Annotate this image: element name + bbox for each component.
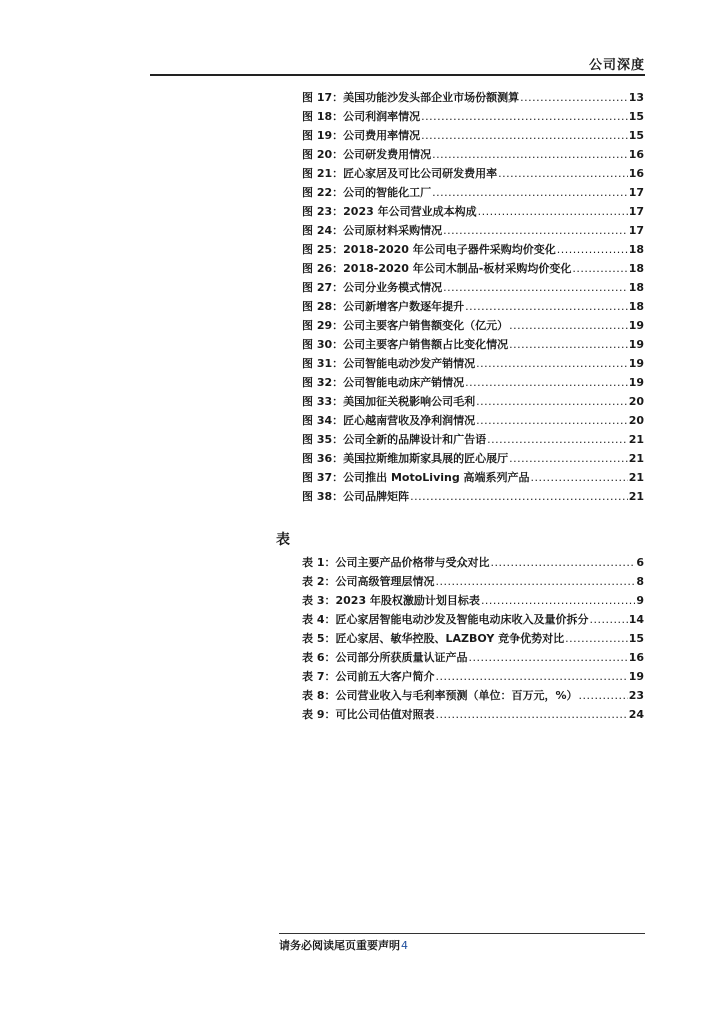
figure-toc-entry-page-number: 18 bbox=[628, 262, 644, 275]
table-toc-entry-title: 表 9：可比公司估值对照表 bbox=[302, 708, 435, 721]
figure-toc-entry-row bbox=[302, 469, 644, 488]
figure-toc-entry[interactable] bbox=[302, 146, 644, 165]
figure-toc-entry-row bbox=[302, 222, 644, 241]
dot-leader bbox=[476, 414, 628, 427]
footer-disclaimer: 请务必阅读尾页重要声明 bbox=[279, 939, 400, 952]
dot-leader bbox=[565, 632, 628, 645]
table-toc-entry-title: 表 6：公司部分所获质量认证产品 bbox=[302, 651, 468, 664]
footer-divider bbox=[279, 933, 645, 934]
table-toc-entry-row bbox=[302, 554, 644, 573]
table-toc-entry-title: 表 1：公司主要产品价格带与受众对比 bbox=[302, 556, 490, 569]
figure-toc-entry-row bbox=[302, 317, 644, 336]
dot-leader bbox=[557, 243, 628, 256]
figure-toc-entry-title: 图 36：美国拉斯维加斯家具展的匠心展厅 bbox=[302, 452, 509, 465]
figure-toc-entry-page-number: 19 bbox=[628, 338, 644, 351]
figure-toc-entry[interactable] bbox=[302, 222, 644, 241]
figure-toc-entry-row bbox=[302, 241, 644, 260]
figure-toc-entry-row bbox=[302, 412, 644, 431]
figure-toc-entry-row bbox=[302, 374, 644, 393]
dot-leader bbox=[468, 651, 627, 664]
figure-toc-entry[interactable] bbox=[302, 203, 644, 222]
figure-toc-entry-row bbox=[302, 203, 644, 222]
figure-toc-entry-page-number: 18 bbox=[628, 300, 644, 313]
figure-toc-entry-page-number: 17 bbox=[628, 224, 644, 237]
figure-toc-entry[interactable] bbox=[302, 108, 644, 127]
figure-toc-entry-page-number: 20 bbox=[628, 414, 644, 427]
figure-toc-entry-row bbox=[302, 298, 644, 317]
figure-toc-entry-row bbox=[302, 146, 644, 165]
table-toc-entry-row bbox=[302, 573, 644, 592]
figure-toc-entry[interactable] bbox=[302, 165, 644, 184]
figure-toc-entry-page-number: 15 bbox=[628, 110, 644, 123]
figure-toc-entry-title: 图 38：公司品牌矩阵 bbox=[302, 490, 410, 503]
dot-leader bbox=[476, 357, 628, 370]
figure-toc-entry-title: 图 18：公司利润率情况 bbox=[302, 110, 421, 123]
dot-leader bbox=[531, 471, 628, 484]
figure-toc-entry[interactable] bbox=[302, 431, 644, 450]
figure-toc-entry[interactable] bbox=[302, 469, 644, 488]
figure-toc-entry-row bbox=[302, 279, 644, 298]
figure-toc-entry-title: 图 25：2018-2020 年公司电子器件采购均价变化 bbox=[302, 243, 556, 256]
figure-toc-entry[interactable] bbox=[302, 279, 644, 298]
figure-toc-entry-title: 图 33：美国加征关税影响公司毛利 bbox=[302, 395, 476, 408]
figure-toc-entry-page-number: 19 bbox=[628, 376, 644, 389]
figure-toc-entry-page-number: 17 bbox=[628, 205, 644, 218]
figure-toc-entry[interactable] bbox=[302, 412, 644, 431]
figure-toc-entry-title: 图 21：匠心家居及可比公司研发费用率 bbox=[302, 167, 498, 180]
figure-toc-entry-page-number: 21 bbox=[628, 471, 644, 484]
table-toc-entry-row bbox=[302, 687, 644, 706]
figure-toc-entry[interactable] bbox=[302, 127, 644, 146]
table-toc-entry[interactable] bbox=[302, 668, 644, 687]
figure-toc-entry-row bbox=[302, 488, 644, 507]
page-footer bbox=[279, 937, 408, 953]
table-toc-entry-page-number: 14 bbox=[628, 613, 644, 626]
dot-leader bbox=[520, 91, 628, 104]
figure-toc-entry[interactable] bbox=[302, 450, 644, 469]
dot-leader bbox=[589, 613, 627, 626]
table-toc-entry-title: 表 3：2023 年股权激励计划目标表 bbox=[302, 594, 480, 607]
figure-toc-entry-title: 图 24：公司原材料采购情况 bbox=[302, 224, 443, 237]
table-toc-entry[interactable] bbox=[302, 687, 644, 706]
dot-leader bbox=[443, 281, 628, 294]
dot-leader bbox=[579, 689, 628, 702]
table-toc-entry-title: 表 4：匠心家居智能电动沙发及智能电动床收入及量价拆分 bbox=[302, 613, 589, 626]
dot-leader bbox=[432, 148, 628, 161]
figure-toc-entry-title: 图 19：公司费用率情况 bbox=[302, 129, 421, 142]
figure-toc-entry-page-number: 17 bbox=[628, 186, 644, 199]
tables-toc-list bbox=[302, 554, 644, 725]
figure-toc-entry[interactable] bbox=[302, 488, 644, 507]
figure-toc-entry-row bbox=[302, 260, 644, 279]
figure-toc-entry-row bbox=[302, 184, 644, 203]
dot-leader bbox=[435, 575, 635, 588]
table-toc-entry[interactable] bbox=[302, 649, 644, 668]
figure-toc-entry[interactable] bbox=[302, 355, 644, 374]
figure-toc-entry-page-number: 21 bbox=[628, 490, 644, 503]
figure-toc-entry-title: 图 35：公司全新的品牌设计和广告语 bbox=[302, 433, 487, 446]
figure-toc-entry[interactable] bbox=[302, 317, 644, 336]
dot-leader bbox=[490, 556, 635, 569]
table-toc-entry-title: 表 2：公司高级管理层情况 bbox=[302, 575, 435, 588]
figure-toc-entry-title: 图 30：公司主要客户销售额占比变化情况 bbox=[302, 338, 509, 351]
figure-toc-entry-title: 图 22：公司的智能化工厂 bbox=[302, 186, 432, 199]
figure-toc-entry-page-number: 21 bbox=[628, 452, 644, 465]
table-toc-entry-title: 表 7：公司前五大客户简介 bbox=[302, 670, 435, 683]
table-toc-entry-title: 表 8：公司营业收入与毛利率预测（单位：百万元，%） bbox=[302, 689, 578, 702]
table-toc-entry-row bbox=[302, 706, 644, 725]
dot-leader bbox=[481, 594, 635, 607]
figure-toc-entry-row bbox=[302, 165, 644, 184]
figure-toc-entry[interactable] bbox=[302, 336, 644, 355]
figure-toc-entry-page-number: 16 bbox=[628, 148, 644, 161]
table-toc-entry-row bbox=[302, 649, 644, 668]
table-toc-entry-page-number: 23 bbox=[628, 689, 644, 702]
dot-leader bbox=[509, 319, 628, 332]
table-toc-entry[interactable] bbox=[302, 630, 644, 649]
dot-leader bbox=[421, 129, 628, 142]
dot-leader bbox=[465, 300, 628, 313]
table-toc-entry[interactable] bbox=[302, 592, 644, 611]
dot-leader bbox=[476, 395, 628, 408]
figure-toc-entry-title: 图 31：公司智能电动沙发产销情况 bbox=[302, 357, 476, 370]
table-toc-entry[interactable] bbox=[302, 573, 644, 592]
dot-leader bbox=[435, 670, 627, 683]
figure-toc-entry-row bbox=[302, 450, 644, 469]
page-number: 4 bbox=[401, 939, 408, 952]
dot-leader bbox=[443, 224, 628, 237]
page-header-title: 公司深度 bbox=[588, 58, 645, 73]
figure-toc-entry-title: 图 37：公司推出 MotoLiving 高端系列产品 bbox=[302, 471, 530, 484]
dot-leader bbox=[421, 110, 628, 123]
dot-leader bbox=[465, 376, 628, 389]
figure-toc-entry-row bbox=[302, 431, 644, 450]
figure-toc-entry[interactable] bbox=[302, 89, 644, 108]
table-toc-entry-page-number: 19 bbox=[628, 670, 644, 683]
figure-toc-entry-title: 图 23：2023 年公司营业成本构成 bbox=[302, 205, 477, 218]
table-toc-entry-page-number: 16 bbox=[628, 651, 644, 664]
figure-toc-entry-page-number: 19 bbox=[628, 357, 644, 370]
figure-toc-entry-title: 图 29：公司主要客户销售额变化（亿元） bbox=[302, 319, 509, 332]
figure-toc-entry-page-number: 20 bbox=[628, 395, 644, 408]
figure-toc-entry-title: 图 28：公司新增客户数逐年提升 bbox=[302, 300, 465, 313]
table-toc-entry-row bbox=[302, 668, 644, 687]
table-toc-entry-title: 表 5：匠心家居、敏华控股、LAZBOY 竞争优势对比 bbox=[302, 632, 565, 645]
figure-toc-entry-row bbox=[302, 127, 644, 146]
figure-toc-entry[interactable] bbox=[302, 260, 644, 279]
figure-toc-entry-title: 图 27：公司分业务模式情况 bbox=[302, 281, 443, 294]
figure-toc-entry-title: 图 20：公司研发费用情况 bbox=[302, 148, 432, 161]
dot-leader bbox=[498, 167, 628, 180]
dot-leader bbox=[432, 186, 628, 199]
figure-toc-entry-title: 图 32：公司智能电动床产销情况 bbox=[302, 376, 465, 389]
figure-toc-entry-row bbox=[302, 336, 644, 355]
figure-toc-entry-title: 图 17：美国功能沙发头部企业市场份额测算 bbox=[302, 91, 520, 104]
figure-toc-entry[interactable] bbox=[302, 393, 644, 412]
table-toc-entry-row bbox=[302, 611, 644, 630]
figure-toc-entry-page-number: 13 bbox=[628, 91, 644, 104]
dot-leader bbox=[478, 205, 628, 218]
dot-leader bbox=[509, 452, 628, 465]
figures-toc-list bbox=[302, 89, 644, 507]
dot-leader bbox=[509, 338, 628, 351]
figure-toc-entry-title: 图 26：2018-2020 年公司木制品-板材采购均价变化 bbox=[302, 262, 572, 275]
table-toc-entry-page-number: 15 bbox=[628, 632, 644, 645]
table-toc-entry-row bbox=[302, 592, 644, 611]
table-toc-entry-row bbox=[302, 630, 644, 649]
figure-toc-entry[interactable] bbox=[302, 298, 644, 317]
dot-leader bbox=[572, 262, 627, 275]
figure-toc-entry-page-number: 21 bbox=[628, 433, 644, 446]
figure-toc-entry[interactable] bbox=[302, 374, 644, 393]
dot-leader bbox=[435, 708, 627, 721]
table-toc-entry[interactable] bbox=[302, 706, 644, 725]
figure-toc-entry-row bbox=[302, 89, 644, 108]
figure-toc-entry-page-number: 18 bbox=[628, 281, 644, 294]
dot-leader bbox=[487, 433, 628, 446]
figure-toc-entry-title: 图 34：匠心越南营收及净利润情况 bbox=[302, 414, 476, 427]
table-toc-entry-page-number: 8 bbox=[636, 575, 644, 588]
figure-toc-entry-row bbox=[302, 108, 644, 127]
figure-toc-entry-page-number: 18 bbox=[628, 243, 644, 256]
table-toc-entry[interactable] bbox=[302, 554, 644, 573]
dot-leader bbox=[410, 490, 628, 503]
figure-toc-entry-row bbox=[302, 393, 644, 412]
figure-toc-entry-page-number: 16 bbox=[628, 167, 644, 180]
table-toc-entry-page-number: 9 bbox=[636, 594, 644, 607]
table-toc-entry[interactable] bbox=[302, 611, 644, 630]
header-divider bbox=[150, 74, 645, 76]
figure-toc-entry-row bbox=[302, 355, 644, 374]
figure-toc-entry-page-number: 19 bbox=[628, 319, 644, 332]
table-toc-entry-page-number: 24 bbox=[628, 708, 644, 721]
figure-toc-entry[interactable] bbox=[302, 184, 644, 203]
tables-section-heading: 表 bbox=[276, 532, 290, 548]
table-toc-entry-page-number: 6 bbox=[636, 556, 644, 569]
figure-toc-entry-page-number: 15 bbox=[628, 129, 644, 142]
figure-toc-entry[interactable] bbox=[302, 241, 644, 260]
